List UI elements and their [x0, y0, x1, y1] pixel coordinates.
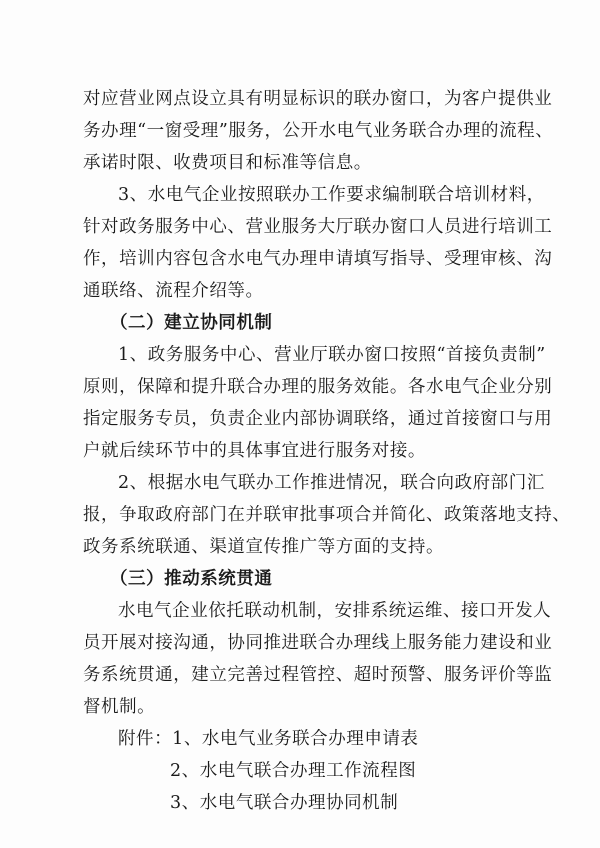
paragraph-line: 户就后续环节中的具体事宜进行服务对接。	[83, 441, 426, 461]
paragraph-line: 针对政务服务中心、营业服务大厅联办窗口人员进行培训工	[83, 217, 553, 237]
paragraph-line: 政务系统联通、渠道宣传推广等方面的支持。	[83, 537, 444, 557]
paragraph-line: 对应营业网点设立具有明显标识的联办窗口，为客户提供业	[83, 89, 553, 109]
paragraph-line: 2、根据水电气联办工作推进情况，联合向政府部门汇	[118, 473, 545, 493]
paragraph-line: 务系统贯通，建立完善过程管控、超时预警、服务评价等监	[83, 665, 553, 685]
paragraph-line: 务办理“一窗受理”服务，公开水电气业务联合办理的流程、	[83, 121, 554, 141]
paragraph-line: 通联络、流程介绍等。	[83, 281, 264, 301]
paragraph-line: 作，培训内容包含水电气办理申请填写指导、受理审核、沟	[83, 249, 553, 269]
attachment-line: 2、水电气联合办理工作流程图	[170, 761, 417, 781]
paragraph-line: 3、水电气企业按照联办工作要求编制联合培训材料，	[118, 185, 545, 205]
paragraph-line: 督机制。	[83, 697, 156, 717]
paragraph-line: 承诺时限、收费项目和标准等信息。	[83, 153, 372, 173]
attachment-line: 3、水电气联合办理协同机制	[170, 793, 399, 813]
attachment-line: 附件：1、水电气业务联合办理申请表	[118, 729, 419, 749]
section-heading: （三）推动系统贯通	[110, 569, 273, 589]
paragraph-line: 原则，保障和提升联合办理的服务效能。各水电气企业分别	[83, 377, 553, 397]
paragraph-line: 员开展对接沟通，协同推进联合办理线上服务能力建设和业	[83, 633, 553, 653]
paragraph-line: 水电气企业依托联动机制，安排系统运维、接口开发人	[118, 601, 552, 621]
paragraph-line: 指定服务专员，负责企业内部协调联络，通过首接窗口与用	[83, 409, 553, 429]
section-heading: （二）建立协同机制	[110, 313, 273, 333]
paragraph-line: 1、政务服务中心、营业厅联办窗口按照“首接负责制”	[118, 345, 546, 365]
paragraph-line: 报，争取政府部门在并联审批事项合并简化、政策落地支持、	[83, 505, 571, 525]
